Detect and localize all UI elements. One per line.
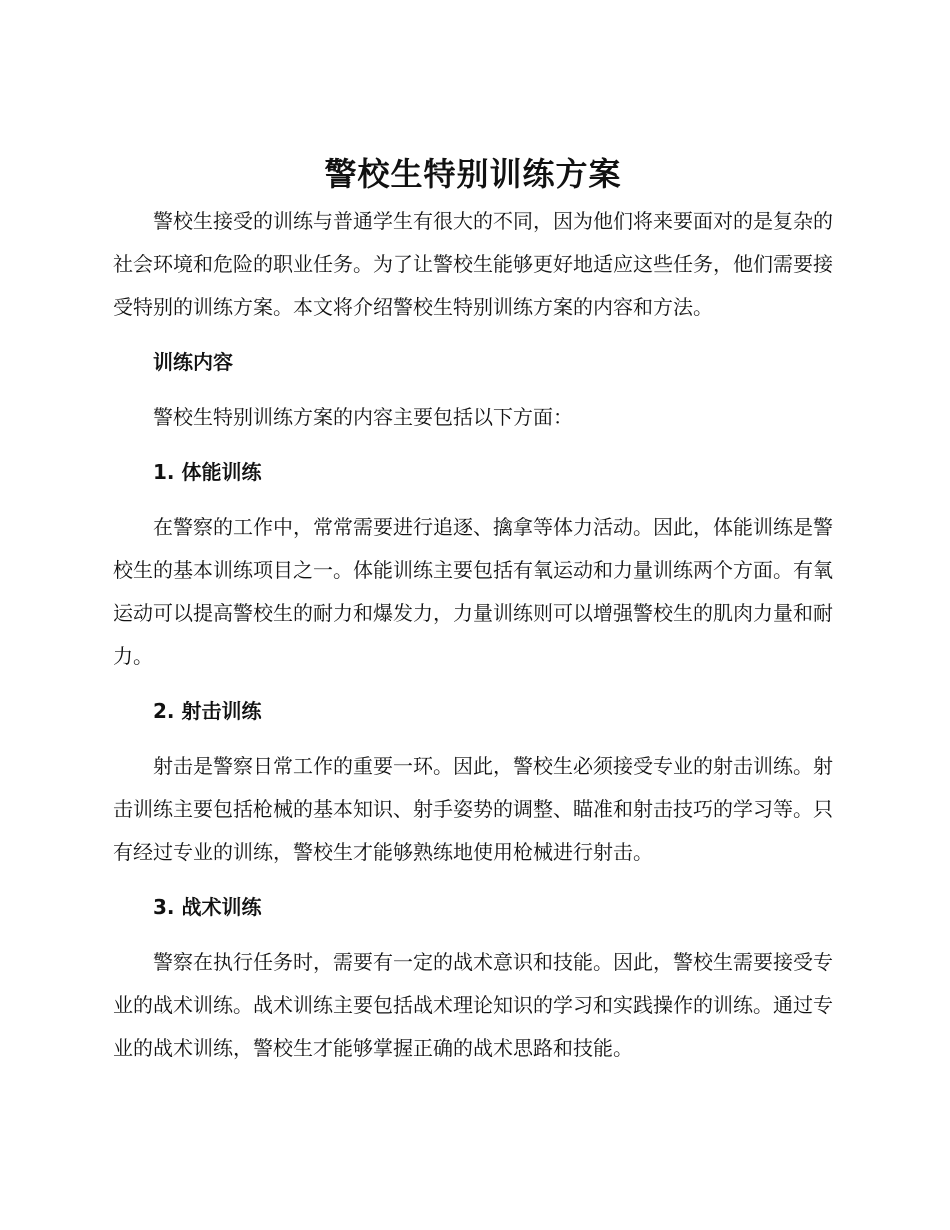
section-lead-paragraph: 警校生特别训练方案的内容主要包括以下方面：: [153, 405, 573, 429]
item-heading-shooting: 2. 射击训练: [153, 699, 262, 723]
document-title: 警校生特别训练方案: [324, 155, 622, 193]
intro-paragraph: 警校生接受的训练与普通学生有很大的不同，因为他们将来要面对的是复杂的社会环境和危险的职业任务。为了让警校生能够更好地适应这些任务，他们需要接受特别的训练方案。本文将介绍警校生特别训练方案的内容和方法。: [113, 209, 833, 319]
item-heading-physical: 1. 体能训练: [153, 460, 262, 484]
item-body-shooting: 射击是警察日常工作的重要一环。因此，警校生必须接受专业的射击训练。射击训练主要包括枪械的基本知识、射手姿势的调整、瞄准和射击技巧的学习等。只有经过专业的训练，警校生才能够熟练地使用枪械进行射击。: [113, 754, 833, 864]
item-heading-tactics: 3. 战术训练: [153, 895, 262, 919]
item-body-tactics: 警察在执行任务时，需要有一定的战术意识和技能。因此，警校生需要接受专业的战术训练。战术训练主要包括战术理论知识的学习和实践操作的训练。通过专业的战术训练，警校生才能够掌握正确的战术思路和技能。: [113, 950, 833, 1060]
item-body-physical: 在警察的工作中，常常需要进行追逐、擒拿等体力活动。因此，体能训练是警校生的基本训练项目之一。体能训练主要包括有氧运动和力量训练两个方面。有氧运动可以提高警校生的耐力和爆发力，力量训练则可以增强警校生的肌肉力量和耐力。: [113, 515, 833, 668]
document-page: [113, 150, 833, 1070]
section-heading: 训练内容: [153, 350, 233, 374]
